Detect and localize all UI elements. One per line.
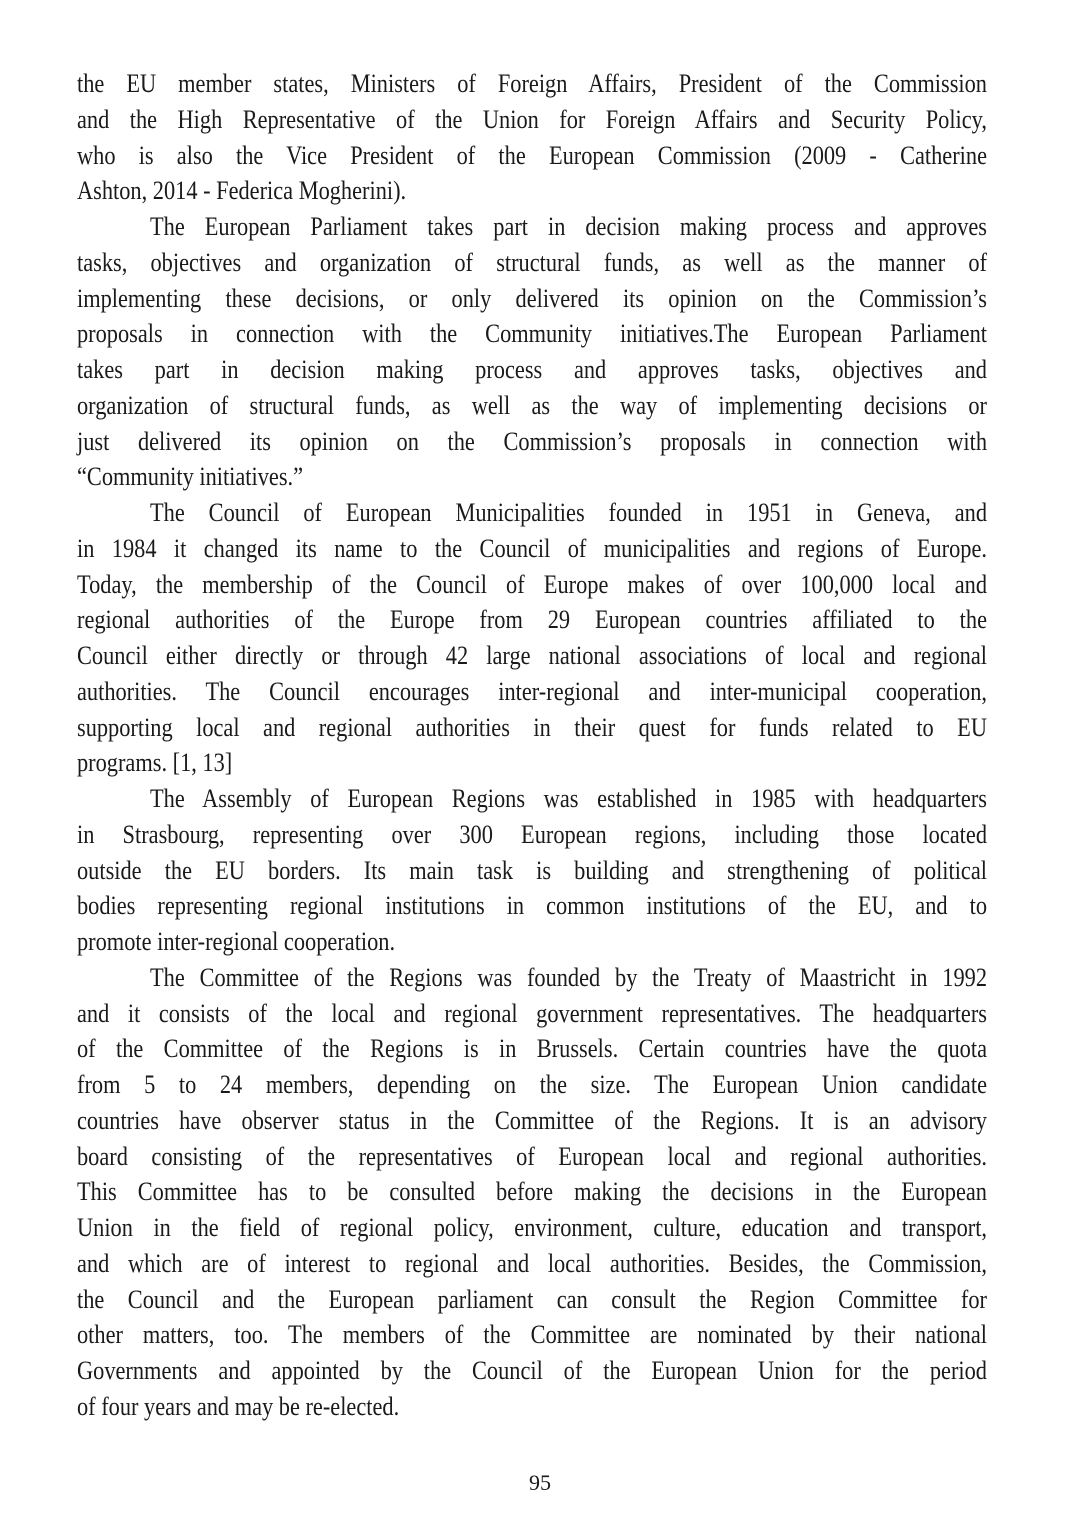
text-line: takes part in decision making process and approves tasks, objectives and	[77, 355, 988, 384]
text-line: and which are of interest to regional and local authorities. Besides, the Commission,	[77, 1248, 988, 1278]
text-line: outside the EU borders. Its main task is building and strengthening of political	[77, 855, 988, 885]
paragraph	[77, 781, 987, 960]
text-line: and the High Representative of the Union for Foreign Affairs and Security Policy,	[77, 104, 988, 134]
text-line: authorities. The Council encourages inter-regional and inter-municipal cooperation,	[77, 676, 988, 706]
text-line: “Community initiatives.”	[77, 462, 304, 492]
text-line: of four years and may be re-elected.	[77, 1391, 400, 1421]
text-line: The Council of European Municipalities founded in 1951 in Geneva, and	[150, 498, 988, 527]
text-line: Governments and appointed by the Council of the European Union for the period	[77, 1356, 988, 1385]
text-line: and it consists of the local and regional government representatives. The headquarters	[77, 998, 988, 1028]
text-line: in 1984 it changed its name to the Council of municipalities and regions of Europe.	[77, 533, 988, 563]
text-line: other matters, too. The members of the Committee are nominated by their national	[77, 1320, 988, 1350]
text-line: the EU member states, Ministers of Foreign Affairs, President of the Commission	[77, 69, 988, 98]
text-line: board consisting of the representatives of European local and regional authorities.	[77, 1141, 988, 1171]
text-line: in Strasbourg, representing over 300 European regions, including those located	[77, 819, 988, 849]
text-line: from 5 to 24 members, depending on the size. The European Union candidate	[77, 1070, 988, 1099]
paragraph	[77, 66, 987, 209]
text-line: supporting local and regional authorities in their quest for funds related to EU	[77, 712, 988, 742]
text-line: who is also the Vice President of the European Commission (2009 - Catherine	[77, 140, 988, 170]
text-line: proposals in connection with the Community initiatives.The European Parliament	[77, 319, 988, 349]
text-line: This Committee has to be consulted before making the decisions in the European	[77, 1177, 988, 1207]
text-line: promote inter-regional cooperation.	[77, 927, 396, 956]
text-line: Council either directly or through 42 large national associations of local and regional	[77, 641, 988, 670]
text-line: The Assembly of European Regions was established in 1985 with headquarters	[150, 784, 988, 813]
text-line: bodies representing regional institutions in common institutions of the EU, and to	[77, 891, 988, 921]
page-body	[77, 66, 987, 1425]
text-line: regional authorities of the Europe from 29 European countries affiliated to the	[77, 605, 987, 635]
text-line: just delivered its opinion on the Commission’s proposals in connection with	[77, 426, 988, 456]
text-line: programs. [1, 13]	[77, 748, 233, 778]
text-line: countries have observer status in the Committee of the Regions. It is an advisory	[77, 1105, 988, 1135]
text-line: implementing these decisions, or only delivered its opinion on the Commission’s	[77, 283, 988, 313]
paragraph	[77, 495, 987, 781]
paragraph	[77, 209, 987, 495]
text-line: The European Parliament takes part in decision making process and approves	[150, 212, 988, 241]
paragraph	[77, 960, 987, 1425]
text-line: the Council and the European parliament can consult the Region Committee for	[77, 1284, 988, 1314]
text-line: of the Committee of the Regions is in Brussels. Certain countries have the quota	[77, 1034, 988, 1064]
text-line: organization of structural funds, as well as the way of implementing decisions or	[77, 390, 988, 420]
text-line: The Committee of the Regions was founded by the Treaty of Maastricht in 1992	[150, 962, 988, 992]
page-number: 95	[529, 1470, 551, 1495]
text-line: Ashton, 2014 - Federica Mogherini).	[77, 176, 407, 206]
text-line: Today, the membership of the Council of Europe makes of over 100,000 local and	[77, 569, 988, 599]
text-line: Union in the field of regional policy, environment, culture, education and transport,	[77, 1213, 988, 1242]
text-line: tasks, objectives and organization of structural funds, as well as the manner of	[77, 247, 988, 277]
